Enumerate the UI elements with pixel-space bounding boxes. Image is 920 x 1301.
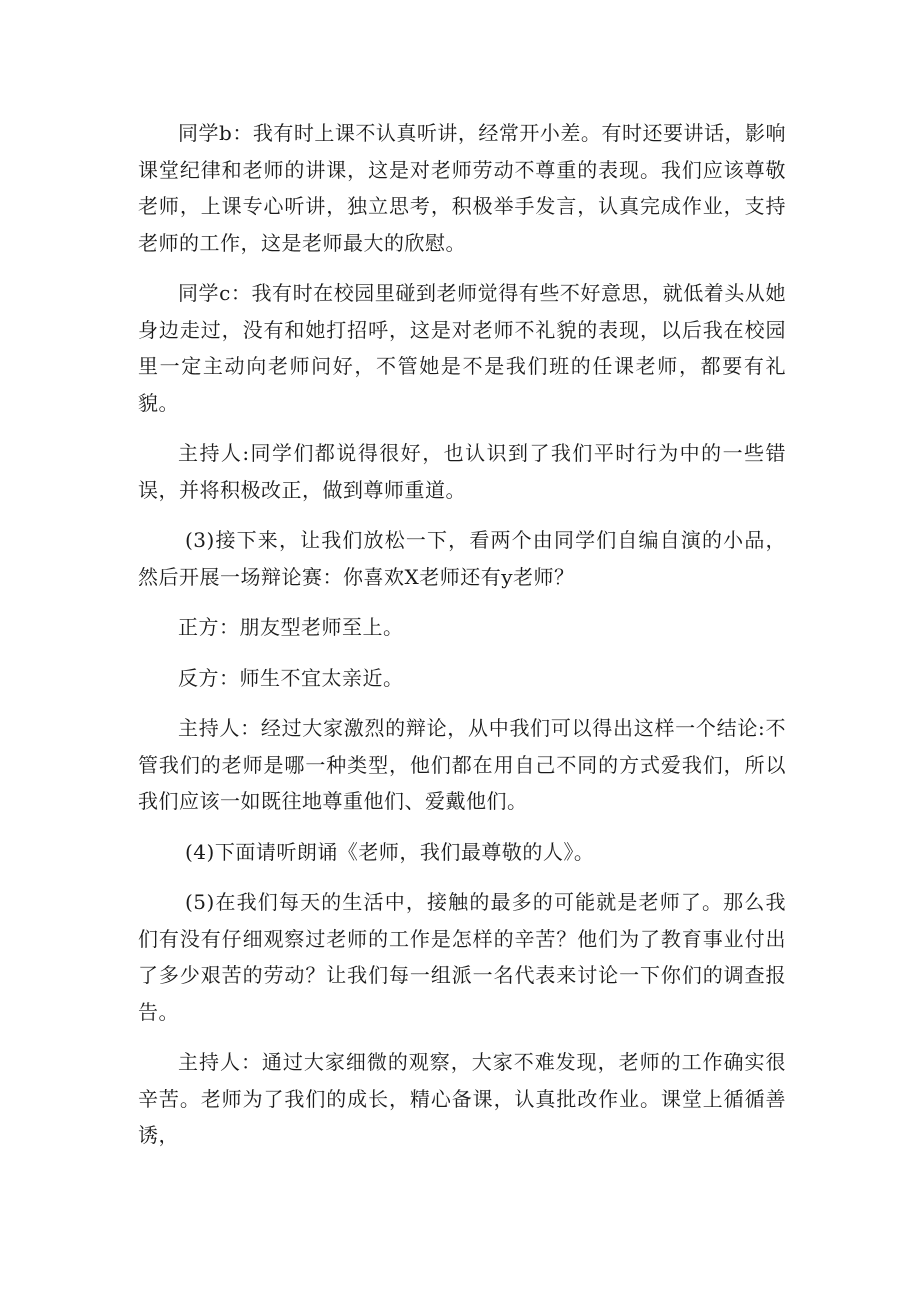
paragraph-host-observation: 主持人：通过大家细微的观察，大家不难发现，老师的工作确实很辛苦。老师为了我们的成长，精心备课，认真批改作业。课堂上循循善诱， (138, 1050, 786, 1147)
paragraph-affirmative: 正方：朋友型老师至上。 (178, 615, 404, 639)
paragraph-student-b: 同学b：我有时上课不认真听讲，经常开小差。有时还要讲话，影响课堂纪律和老师的讲课，这是对老师劳动不尊重的表现。我们应该尊敬老师，上课专心听讲，独立思考，积极举手发言，认真完成作业，支持老师的工作，这是老师最大的欣慰。 (138, 121, 786, 255)
document-body (138, 115, 786, 1168)
paragraph-step-3: (3)接下来，让我们放松一下，看两个由同学们自编自演的小品，然后开展一场辩论赛：你喜欢X老师还有y老师？ (138, 528, 786, 589)
paragraph-step-5: (5)在我们每天的生活中，接触的最多的可能就是老师了。那么我们有没有仔细观察过老师的工作是怎样的辛苦？他们为了教育事业付出了多少艰苦的劳动？让我们每一组派一名代表来讨论一下你们的调查报告。 (138, 890, 786, 1024)
paragraph-student-c: 同学c：我有时在校园里碰到老师觉得有些不好意思，就低着头从她身边走过，没有和她打招呼，这是对老师不礼貌的表现，以后我在校园里一定主动向老师问好，不管她是不是我们班的任课老师，都要有礼貌。 (138, 281, 786, 415)
paragraph-step-4: (4)下面请听朗诵《老师，我们最尊敬的人》。 (185, 839, 595, 864)
paragraph-negative: 反方：师生不宜太亲近。 (178, 665, 404, 690)
paragraph-host-conclusion: 主持人：经过大家激烈的辩论，从中我们可以得出这样一个结论:不管我们的老师是哪一种类型，他们都在用自己不同的方式爱我们，所以我们应该一如既往地尊重他们、爱戴他们。 (138, 716, 786, 813)
paragraph-host-summary: 主持人:同学们都说得很好，也认识到了我们平时行为中的一些错误，并将积极改正，做到尊师重道。 (138, 441, 786, 502)
